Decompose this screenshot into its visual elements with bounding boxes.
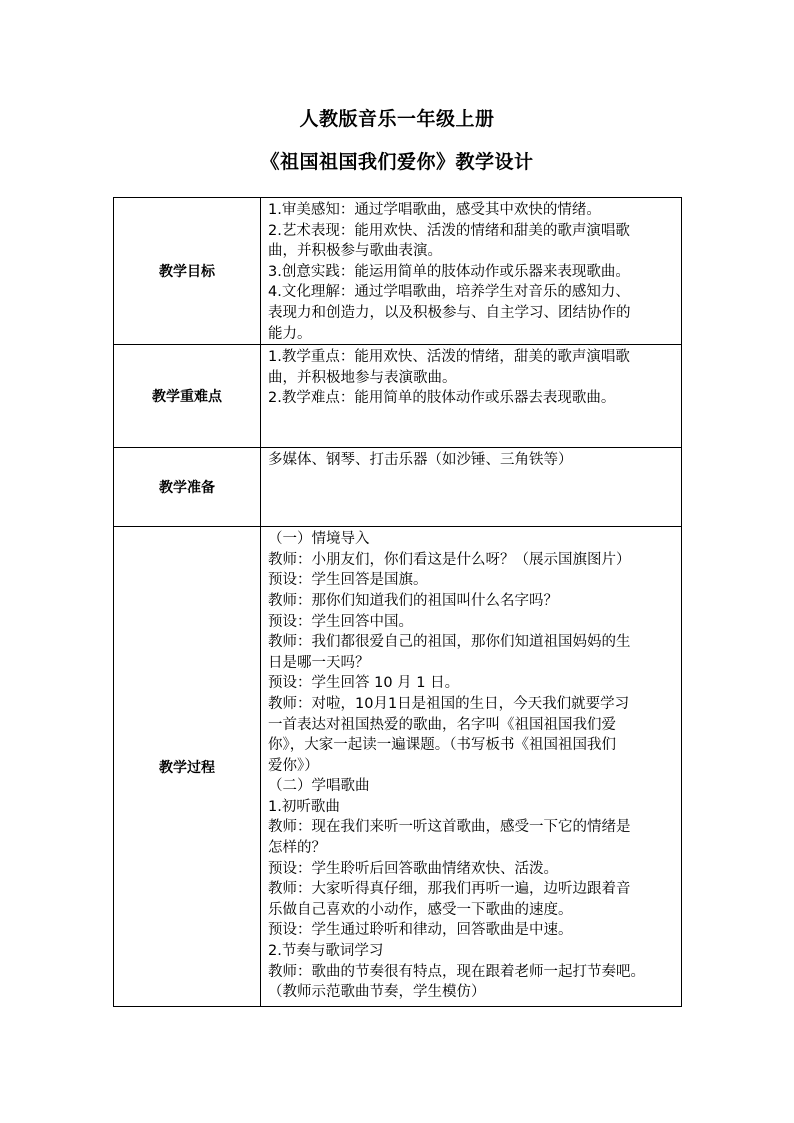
- row-content-objectives: [261, 198, 682, 345]
- content-line: 乐做自己喜欢的小动作，感受一下歌曲的速度。: [268, 901, 573, 918]
- content-line: 教师：歌曲的节奏很有特点，现在跟着老师一起打节奏吧。: [268, 963, 645, 980]
- content-line: 2.教学难点：能用简单的肢体动作或乐器去表现歌曲。: [268, 390, 616, 407]
- document-subtitle: 《祖国祖国我们爱你》教学设计: [260, 151, 534, 173]
- table-row-preparation: [114, 448, 682, 527]
- row-content-preparation: [261, 448, 682, 527]
- row-label-process: 教学过程: [114, 527, 261, 1007]
- content-line: （教师示范歌曲节奏，学生模仿）: [268, 984, 486, 1001]
- content-line: 1.审美感知：通过学唱歌曲，感受其中欢快的情绪。: [268, 202, 601, 218]
- table-row-key-points: [114, 345, 682, 448]
- row-label-objectives: 教学目标: [114, 198, 261, 345]
- content-line: 一首表达对祖国热爱的歌曲，名字叫《祖国祖国我们爱: [268, 716, 616, 733]
- content-line: 爱你》）: [268, 757, 319, 774]
- row-content-process: [261, 527, 682, 1007]
- content-line: 能力。: [268, 325, 312, 342]
- lesson-plan-table: [113, 197, 682, 1007]
- row-label-key-points: 教学重难点: [114, 345, 261, 448]
- row-content-key-points: [261, 345, 682, 448]
- content-line: 教师：我们都很爱自己的祖国，那你们知道祖国妈妈的生: [268, 634, 631, 651]
- content-line: 怎样的？: [268, 840, 326, 857]
- content-line: 你》，大家一起读一遍课题。（书写板书《祖国祖国我们: [268, 737, 616, 754]
- content-line: 教师：现在我们来听一听这首歌曲，感受一下它的情绪是: [268, 819, 631, 836]
- content-line: 1.教学重点：能用欢快、活泼的情绪，甜美的歌声演唱歌: [268, 349, 630, 366]
- content-line: 3.创意实践：能运用简单的肢体动作或乐器来表现歌曲。: [268, 263, 630, 280]
- content-line: （一）情境导入: [268, 531, 370, 548]
- content-line: 曲，并积极地参与表演歌曲。: [268, 369, 457, 386]
- table-row-process: [114, 527, 682, 1007]
- content-line: 预设：学生回答中国。: [268, 613, 413, 630]
- content-line: 1.初听歌曲: [268, 798, 340, 815]
- content-line: 预设：学生回答 10 月 1 日。: [268, 675, 460, 692]
- content-line: 2.艺术表现：能用欢快、活泼的情绪和甜美的歌声演唱歌: [268, 222, 630, 239]
- content-line: 预设：学生通过聆听和律动，回答歌曲是中速。: [268, 922, 573, 939]
- content-line: 教师：大家听得真仔细，那我们再听一遍，边听边跟着音: [268, 881, 631, 898]
- content-line: （二）学唱歌曲: [268, 778, 370, 795]
- content-line: 教师：那你们知道我们的祖国叫什么名字吗？: [268, 592, 558, 609]
- content-line: 多媒体、钢琴、打击乐器（如沙锤、三角铁等）: [268, 452, 573, 469]
- row-label-preparation: 教学准备: [114, 448, 261, 527]
- content-line: 2.节奏与歌词学习: [268, 943, 384, 960]
- content-line: 预设：学生聆听后回答歌曲情绪欢快、活泼。: [268, 860, 558, 877]
- content-line: 4.文化理解：通过学唱歌曲，培养学生对音乐的感知力、: [268, 284, 630, 301]
- content-line: 教师：对啦，10月1日是祖国的生日，今天我们就要学习: [268, 695, 630, 712]
- content-line: 表现力和创造力，以及积极参与、自主学习、团结协作的: [268, 304, 631, 321]
- document-title: 人教版音乐一年级上册: [299, 108, 495, 130]
- content-line: 曲，并积极参与歌曲表演。: [268, 243, 442, 260]
- content-line: 教师：小朋友们，你们看这是什么呀？（展示国旗图片）: [268, 551, 631, 568]
- table-row-objectives: [114, 198, 682, 345]
- content-line: 日是哪一天吗？: [268, 654, 370, 671]
- content-line: 预设：学生回答是国旗。: [268, 572, 428, 589]
